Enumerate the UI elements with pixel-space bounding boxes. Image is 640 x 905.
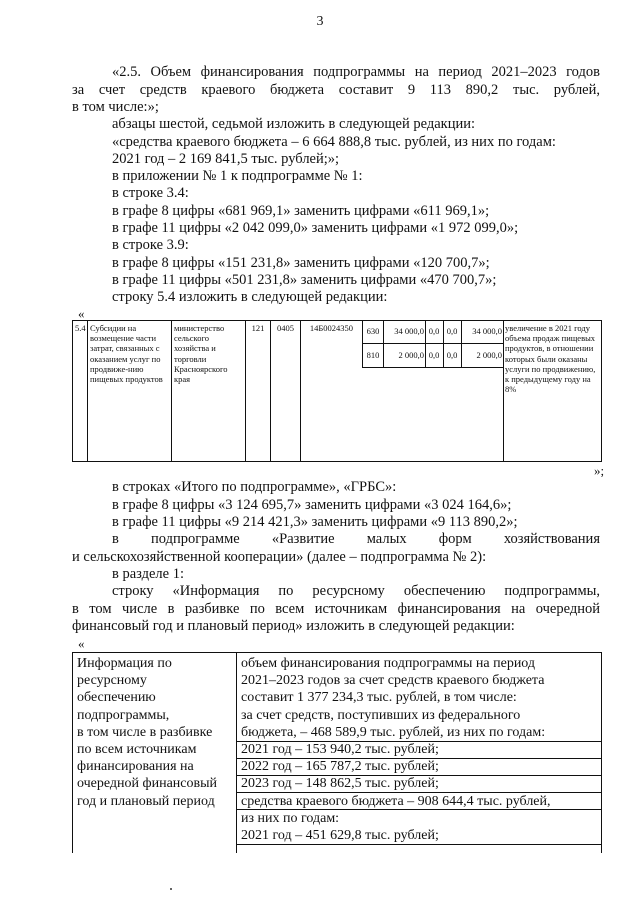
resource-table — [72, 652, 602, 853]
label-line: Информация по — [77, 656, 172, 671]
amount-2023-2: 0,0 — [446, 350, 458, 360]
paragraph-stroka-3-9: в строке 3.9: — [112, 237, 189, 253]
paragraph-grafa11-3-9: в графе 11 цифры «501 231,8» заменить цифрами «470 700,7»; — [112, 272, 497, 288]
paragraph-2-5-line2: за счет средств краевого бюджета составит 9 113 890,2 тыс. рублей, — [72, 82, 600, 98]
amount-2022-1: 0,0 — [428, 326, 440, 336]
value-line: 2021–2023 годов за счет средств краевого бюджета — [241, 673, 545, 689]
open-quote-table2: « — [78, 636, 85, 651]
resource-label-cell — [73, 653, 237, 853]
paragraph-itogo: в строках «Итого по подпрограмме», «ГРБС»: — [112, 479, 397, 495]
rzpr-code: 0405 — [270, 321, 300, 461]
label-line: по всем источникам — [77, 742, 197, 758]
page-number: 3 — [316, 14, 324, 29]
value-line: объем финансирования подпрограммы на период — [241, 656, 536, 671]
row-divider — [237, 809, 601, 810]
paragraph-itogo-grafa11: в графе 11 цифры «9 214 421,3» заменить цифрами «9 113 890,2»; — [112, 514, 518, 530]
label-line: ресурсному — [77, 673, 147, 689]
label-line: год и плановый период — [77, 793, 215, 809]
row-divider — [237, 741, 601, 742]
amount-2021-2: 2 000,0 — [398, 350, 424, 360]
paragraph-grafa11-3-4: в графе 11 цифры «2 042 099,0» заменить цифрами «1 972 099,0»; — [112, 220, 519, 236]
vr-code-1: 630 — [366, 326, 380, 336]
vr-code-2: 810 — [366, 350, 380, 360]
value-line: бюджета, – 468 589,9 тыс. рублей, из них по годам: — [241, 724, 546, 740]
value-line: 2021 год – 153 940,2 тыс. рублей; — [241, 742, 439, 758]
paragraph-prilozhenie: в приложении № 1 к подпрограмме № 1: — [112, 168, 363, 184]
amount-total-2: 2 000,0 — [476, 350, 502, 360]
paragraph-grafa8-3-4: в графе 8 цифры «681 969,1» заменить цифрами «611 969,1»; — [112, 203, 490, 219]
paragraph-stroku-line1: строку «Информация по ресурсному обеспечению подпрограммы, — [112, 583, 600, 599]
paragraph-grafa8-3-9: в графе 8 цифры «151 231,8» заменить цифрами «120 700,7»; — [112, 255, 490, 271]
value-line: 2021 год – 451 629,8 тыс. рублей; — [241, 828, 439, 844]
table-row-5-4 — [72, 320, 602, 462]
value-line: средства краевого бюджета – 908 644,4 тыс. рублей, — [241, 793, 551, 809]
paragraph-itogo-grafa8: в графе 8 цифры «3 124 695,7» заменить цифрами «3 024 164,6»; — [112, 497, 512, 513]
paragraph-stroka-3-4: в строке 3.4: — [112, 185, 189, 201]
paragraph-stroku-line3: финансовый год и плановый период» изложить в следующей редакции: — [72, 618, 515, 634]
label-line: в том числе в разбивке — [77, 724, 213, 740]
value-line: за счет средств, поступивших из федерального — [241, 707, 521, 723]
value-line: 2023 год – 148 862,5 тыс. рублей; — [241, 776, 439, 792]
close-quote-table1: »; — [594, 463, 605, 478]
paragraph-2-5-line3: в том числе:»; — [72, 99, 159, 115]
paragraph-2021-god: 2021 год – 2 169 841,5 тыс. рублей;»; — [112, 151, 340, 167]
label-line: финансирования на — [77, 759, 194, 775]
subsidy-name: Субсидии на возмещение части затрат, связанных с оказанием услуг по продвиже-нию пищевых продуктов — [87, 321, 171, 461]
value-line: 2022 год – 165 787,2 тыс. рублей; — [241, 759, 439, 775]
amount-2022-2: 0,0 — [428, 350, 440, 360]
label-line: обеспечению — [77, 690, 156, 706]
amount-2023-1: 0,0 — [446, 326, 458, 336]
grbs-code: 121 — [245, 321, 270, 461]
row-divider — [237, 758, 601, 759]
amount-2021-1: 34 000,0 — [394, 326, 424, 336]
row-divider — [237, 792, 601, 793]
open-quote-table1: « — [78, 306, 85, 321]
label-line: очередной финансовый — [77, 776, 218, 792]
paragraph-abzacy: абзацы шестой, седьмой изложить в следующей редакции: — [112, 116, 476, 132]
row-divider — [237, 844, 601, 845]
amount-total-1: 34 000,0 — [472, 326, 502, 336]
paragraph-2-5-line1: «2.5. Объем финансирования подпрограммы на период 2021–2023 годов — [112, 64, 600, 80]
paragraph-razdel-1: в разделе 1: — [112, 566, 185, 582]
expected-result: увеличение в 2021 году объема продаж пищевых продуктов, в отношении которых были оказаны услуги по продвижению, к предыдущему году на 8% — [505, 323, 596, 395]
paragraph-sredstva: «средства краевого бюджета – 6 664 888,8 тыс. рублей, из них по годам: — [112, 134, 556, 150]
row-divider — [237, 775, 601, 776]
scan-speck — [170, 888, 172, 890]
ministry-name: министерство сельского хозяйства и торговли Красноярского края — [171, 321, 245, 461]
paragraph-stroku-line2: в том числе в разбивке по всем источникам финансирования на очередной — [72, 601, 600, 617]
row-number: 5.4 — [75, 323, 86, 333]
label-line: подпрограммы, — [77, 707, 170, 723]
csr-code: 14Б0024350 — [300, 321, 362, 461]
value-line: из них по годам: — [241, 810, 340, 826]
paragraph-stroka-5-4: строку 5.4 изложить в следующей редакции: — [112, 289, 388, 305]
resource-value-cell — [237, 653, 601, 853]
paragraph-podprogramma-2-line1: в подпрограмме «Развитие малых форм хозяйствования — [112, 531, 600, 547]
paragraph-podprogramma-2-line2: и сельскохозяйственной кооперации» (далее – подпрограмма № 2): — [72, 549, 487, 565]
value-line: составит 1 377 234,3 тыс. рублей, в том числе: — [241, 690, 517, 706]
